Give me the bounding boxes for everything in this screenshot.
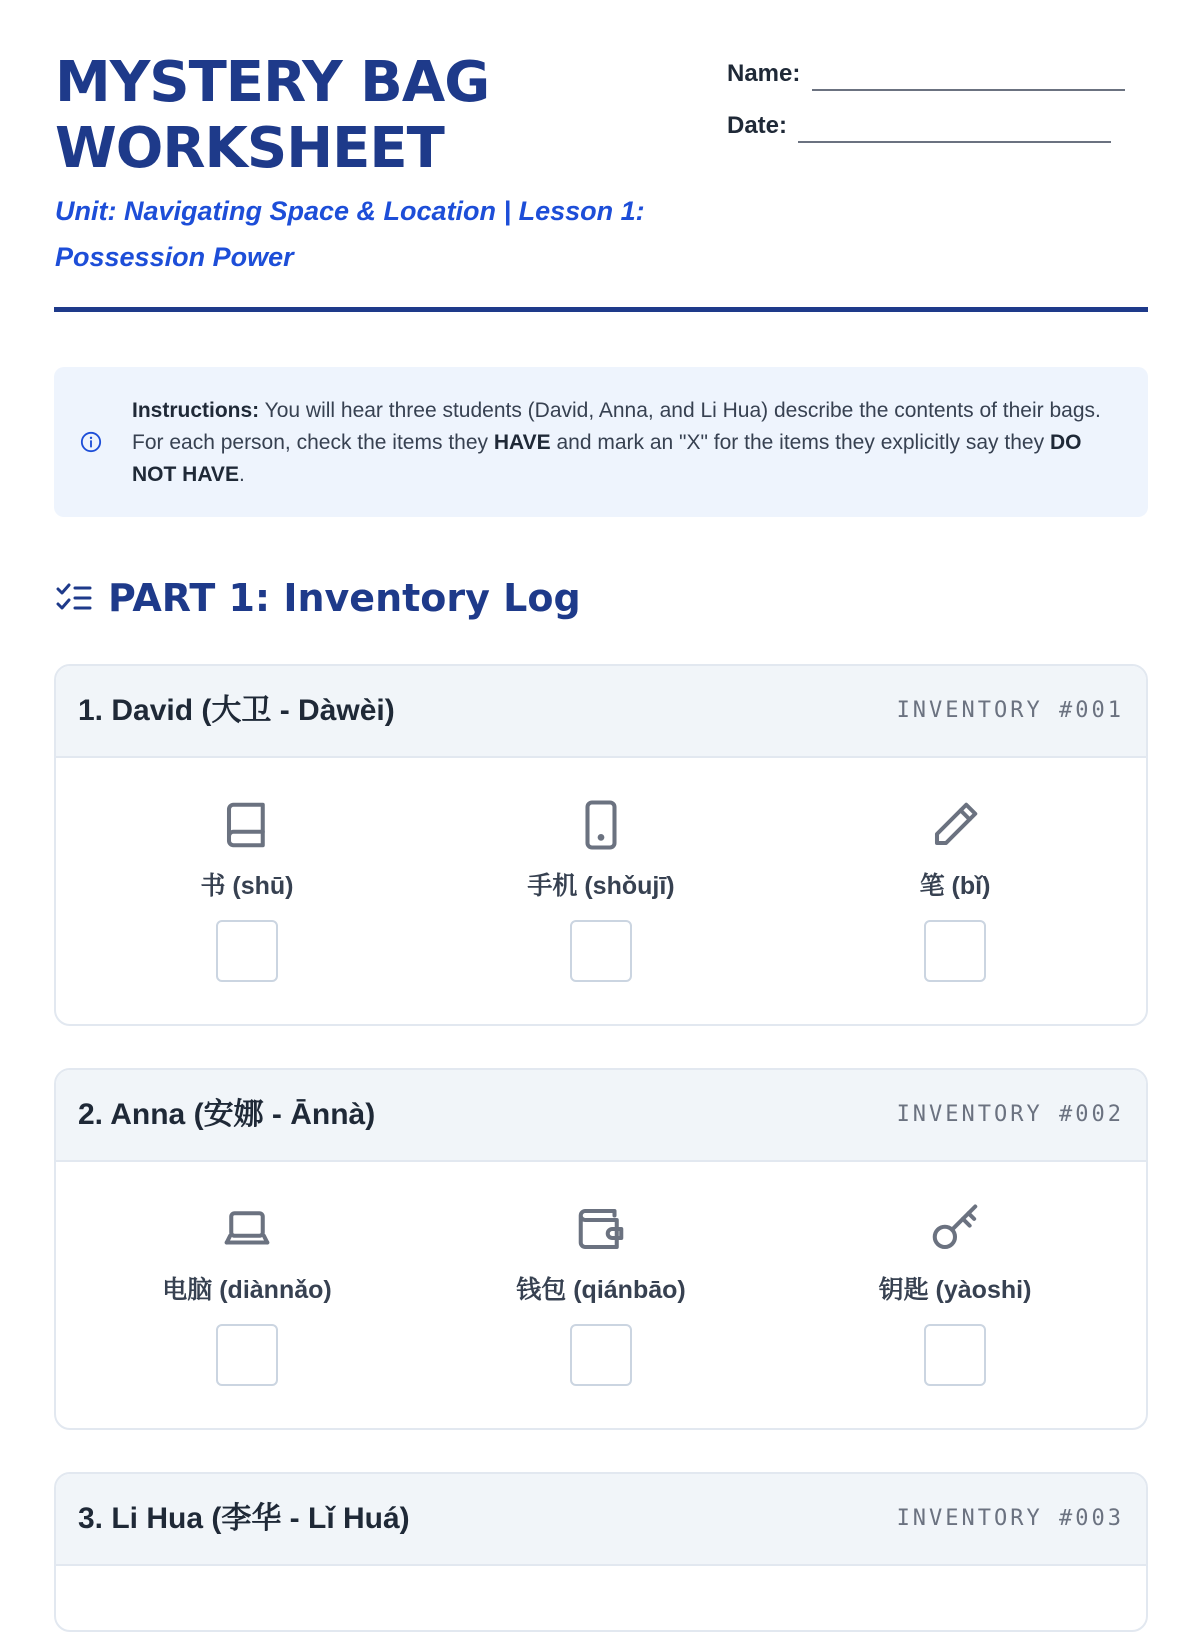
pen-icon <box>928 798 982 852</box>
item-key <box>778 1162 1132 1428</box>
worksheet-title <box>55 50 489 182</box>
item-wallet <box>424 1162 778 1428</box>
info-icon <box>80 431 102 453</box>
item-checkbox[interactable] <box>924 920 986 982</box>
instructions-part-b: and mark an "X" for the items they explicitly say they <box>550 431 1050 454</box>
instructions-do-not-have: DO NOT HAVE <box>132 431 1082 486</box>
student-card-anna <box>54 1068 1148 1430</box>
title-line-2: WORKSHEET <box>55 116 444 181</box>
book-icon <box>220 798 274 852</box>
date-field[interactable] <box>798 141 1111 143</box>
student-card-li-hua <box>54 1472 1148 1632</box>
key-icon <box>928 1202 982 1256</box>
item-phone <box>424 758 778 1024</box>
inventory-tag: INVENTORY #001 <box>896 698 1124 723</box>
item-label: 手机 (shǒujī) <box>527 872 675 900</box>
card-header <box>56 666 1146 758</box>
date-label: Date: <box>727 112 788 139</box>
inventory-tag: INVENTORY #003 <box>896 1506 1124 1531</box>
item-label: 书 (shū) <box>200 872 294 900</box>
student-card-david <box>54 664 1148 1026</box>
card-header <box>56 1070 1146 1162</box>
item-checkbox[interactable] <box>216 1324 278 1386</box>
item-checkbox[interactable] <box>216 920 278 982</box>
item-checkbox[interactable] <box>924 1324 986 1386</box>
laptop-icon <box>220 1202 274 1256</box>
name-label: Name: <box>727 60 801 87</box>
card-header <box>56 1474 1146 1566</box>
instructions-have: HAVE <box>493 431 551 454</box>
inventory-tag: INVENTORY #002 <box>896 1102 1124 1127</box>
title-line-1: MYSTERY BAG <box>55 50 490 115</box>
item-book <box>70 758 424 1024</box>
student-name: 2. Anna (安娜 - Ānnà) <box>78 1098 376 1131</box>
list-check-icon <box>56 583 92 615</box>
student-name: 1. David (大卫 - Dàwèi) <box>78 694 395 727</box>
instructions-text <box>132 395 1112 491</box>
item-label: 钱包 (qiánbāo) <box>516 1276 686 1304</box>
instructions-part-c: . <box>238 463 245 486</box>
wallet-icon <box>574 1202 628 1256</box>
item-laptop <box>70 1162 424 1428</box>
item-checkbox[interactable] <box>570 920 632 982</box>
phone-icon <box>574 798 628 852</box>
item-checkbox[interactable] <box>570 1324 632 1386</box>
unit-lesson-subtitle: Unit: Navigating Space & Location | Lesson 1: Possession Power <box>55 196 645 272</box>
item-pen <box>778 758 1132 1024</box>
item-label: 电脑 (diànnǎo) <box>162 1276 332 1304</box>
item-label: 笔 (bǐ) <box>919 872 991 900</box>
item-label: 钥匙 (yàoshi) <box>878 1276 1032 1304</box>
item-row <box>56 758 1146 1024</box>
instructions-part-a: You will hear three students (David, Anna, and Li Hua) describe the contents of their bags. For each person, check the items they <box>132 399 1101 454</box>
instructions-lead: Instructions: <box>132 399 260 422</box>
name-field[interactable] <box>812 89 1125 91</box>
header-divider <box>54 307 1148 312</box>
item-row <box>56 1162 1146 1428</box>
student-name: 3. Li Hua (李华 - Lǐ Huá) <box>78 1502 410 1535</box>
part-1-heading: PART 1: Inventory Log <box>108 576 581 620</box>
